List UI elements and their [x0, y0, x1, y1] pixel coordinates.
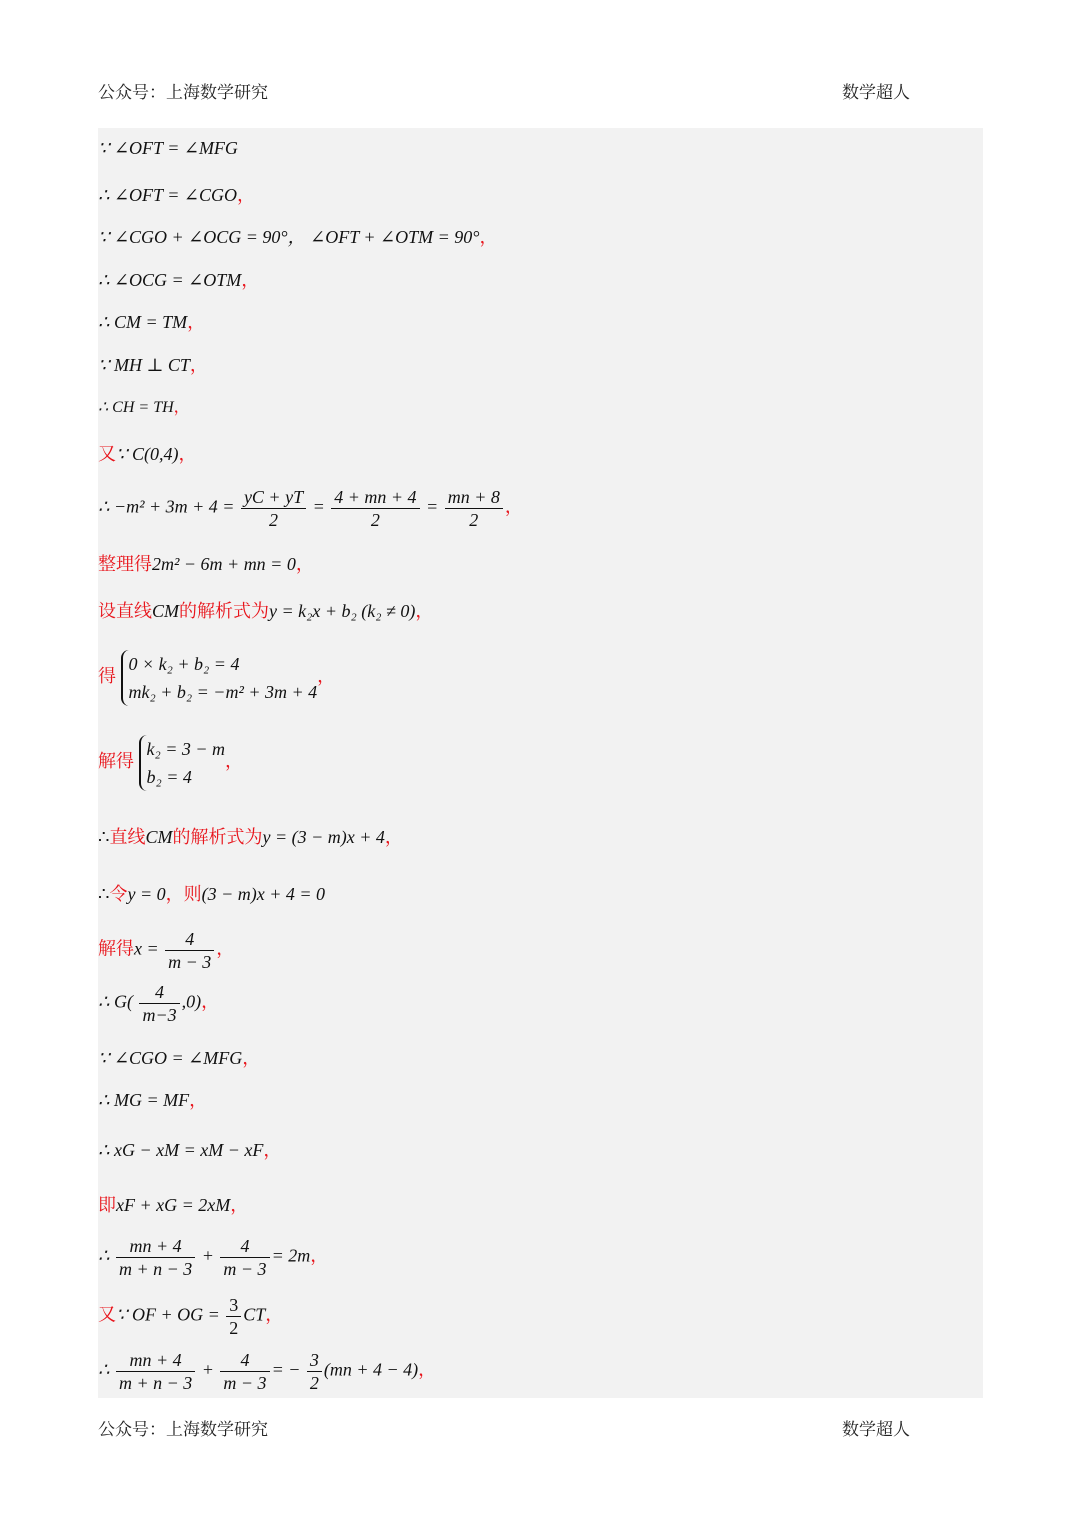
step-line [98, 650, 335, 706]
step-prefix: 又 [98, 1304, 116, 1326]
step-prefix: 直线 [109, 827, 146, 848]
step-line: ∴ −m² + 3m + 4 = $\frac{yC + yT}{2}$ = $\frac{4 + mn + 4}{2}$ = $\frac{mn + 8}{2}$ ， [98, 487, 523, 530]
step-text: ∵ ∠OFT = ∠MFG [98, 138, 238, 158]
fraction: $\frac{mn + 8}{2}$ [445, 486, 503, 531]
step-text: ∴ CM = TM [98, 312, 188, 332]
comma: ， [189, 355, 208, 376]
step-text: y = 0 [127, 884, 166, 904]
step-text: ∵ ∠CGO + ∠OCG = 90°， ∠OFT + ∠OTM = 90° [98, 227, 480, 247]
comma: ， [317, 666, 336, 688]
comma: ， [418, 1359, 437, 1381]
comma: ， [225, 751, 244, 773]
fraction: $\frac{4}{m - 3}$ [220, 1235, 269, 1280]
comma: ， [263, 1140, 282, 1161]
comma: ， [216, 938, 235, 960]
step-text: CM [152, 601, 179, 621]
step-text: 2m² − 6m + mn = 0 [152, 554, 296, 574]
footer-left-text: 公众号：上海数学研究 [98, 1420, 268, 1440]
step-prefix: 的解析式为 [172, 827, 263, 848]
step-line [98, 308, 205, 334]
fraction: $\frac{4}{m - 3}$ [165, 928, 214, 973]
comma: ， [310, 1245, 329, 1267]
comma: ， [189, 1090, 208, 1111]
step-prefix: 令 [109, 884, 128, 905]
fraction: $\frac{4 + mn + 4}{2}$ [331, 486, 419, 531]
fraction: $\frac{mn + 4}{m + n - 3}$ [116, 1349, 195, 1394]
step-text: ∴ −m² + 3m + 4 = [98, 496, 235, 517]
comma: ， [230, 1195, 249, 1216]
comma: ， [295, 554, 314, 575]
comma: ， [265, 1304, 284, 1326]
step-line [98, 138, 238, 159]
comma: ， [504, 496, 523, 518]
comma: ， [173, 397, 190, 416]
step-text: ∵ C(0,4) [116, 444, 179, 464]
comma: ， [178, 444, 197, 465]
step-text: ∵ MH ⊥ CT [98, 355, 190, 375]
header-right-text: 数学超人 [842, 83, 910, 103]
step-text: ∴ ∠OFT = ∠CGO [98, 185, 237, 205]
step-prefix: 解得 [98, 938, 134, 960]
comma: ， [384, 827, 403, 848]
step-prefix: 即 [98, 1195, 116, 1216]
step-line: ∴直线CM的解析式为y = (3 − m)x + 4， [98, 827, 403, 848]
step-line: ∴ $\frac{mn + 4}{m + n - 3}$ + $\frac{4}{m - 3}$ = − $\frac{3}{2}$ (mn + 4 − 4)， [98, 1350, 437, 1393]
comma: ， [415, 601, 434, 622]
step-line [98, 1086, 207, 1112]
step-line [98, 597, 433, 623]
footer-right-text: 数学超人 [842, 1420, 910, 1440]
step-prefix: 设直线 [98, 601, 152, 622]
equation-system: k₂ = 3 − m b₂ = 4 [139, 735, 226, 791]
step-prefix: 得 [98, 666, 116, 688]
comma: ， [201, 991, 220, 1013]
step-text: ∵ ∠CGO = ∠MFG [98, 1048, 243, 1068]
step-line [98, 1191, 248, 1217]
step-line [98, 181, 255, 207]
step-prefix: 又 [98, 444, 116, 465]
step-prefix: 解得 [98, 751, 134, 773]
step-line [98, 440, 196, 466]
step-line: ∴ G( $\frac{4}{m-3}$ ,0)， [98, 982, 220, 1025]
solution-panel [98, 128, 983, 1398]
step-line [98, 266, 259, 292]
fraction: $\frac{4}{m - 3}$ [220, 1349, 269, 1394]
step-text: ∴ xG − xM = xM − xF [98, 1140, 264, 1160]
step-text: ∴ ∠OCG = ∠OTM [98, 270, 242, 290]
step-prefix: 整理得 [98, 554, 152, 575]
step-line: ∴令y = 0，则(3 − m)x + 4 = 0 [98, 884, 326, 905]
comma: ， [187, 312, 206, 333]
step-line [98, 928, 234, 973]
step-line [98, 1044, 260, 1070]
fraction: $\frac{mn + 4}{m + n - 3}$ [116, 1235, 195, 1280]
fraction: $\frac{4}{m-3}$ [139, 981, 179, 1026]
step-text: y = k₂x + b₂ (k₂ ≠ 0) [269, 601, 416, 621]
step-line [98, 1136, 281, 1162]
step-text: CM [145, 827, 173, 847]
equation-system: 0 × k₂ + b₂ = 4 mk₂ + b₂ = −m² + 3m + 4 [121, 650, 318, 706]
step-text: y = (3 − m)x + 4 [262, 827, 385, 847]
step-line: 又∵ OF + OG = $\frac{3}{2}$ CT， [98, 1295, 284, 1338]
step-text: (3 − m)x + 4 = 0 [201, 884, 326, 904]
step-line [98, 550, 314, 576]
step-prefix: 的解析式为 [179, 601, 269, 622]
step-prefix: 则 [183, 884, 202, 905]
step-text: ∴ G( [98, 991, 133, 1012]
step-text: ∴ MG = MF [98, 1090, 190, 1110]
fraction: $\frac{yC + yT}{2}$ [241, 486, 306, 531]
fraction: $\frac{3}{2}$ [307, 1349, 322, 1394]
step-line [98, 351, 208, 377]
comma: ， [236, 185, 255, 206]
step-line: ∴ $\frac{mn + 4}{m + n - 3}$ + $\frac{4}{m - 3}$ = 2m， [98, 1236, 329, 1279]
step-text: x = [134, 938, 159, 959]
step-text: xF + xG = 2xM [116, 1195, 231, 1215]
step-text: ∵ OF + OG = [116, 1304, 220, 1325]
fraction: $\frac{3}{2}$ [226, 1294, 241, 1339]
step-line [98, 735, 243, 791]
step-line [98, 223, 497, 249]
step-line [98, 394, 190, 417]
comma: ， [479, 227, 498, 248]
header-left-text: 公众号：上海数学研究 [98, 83, 268, 103]
comma: ， [241, 270, 260, 291]
comma: ， [165, 884, 184, 905]
step-text: ∴ CH = TH [98, 399, 174, 416]
comma: ， [242, 1048, 261, 1069]
